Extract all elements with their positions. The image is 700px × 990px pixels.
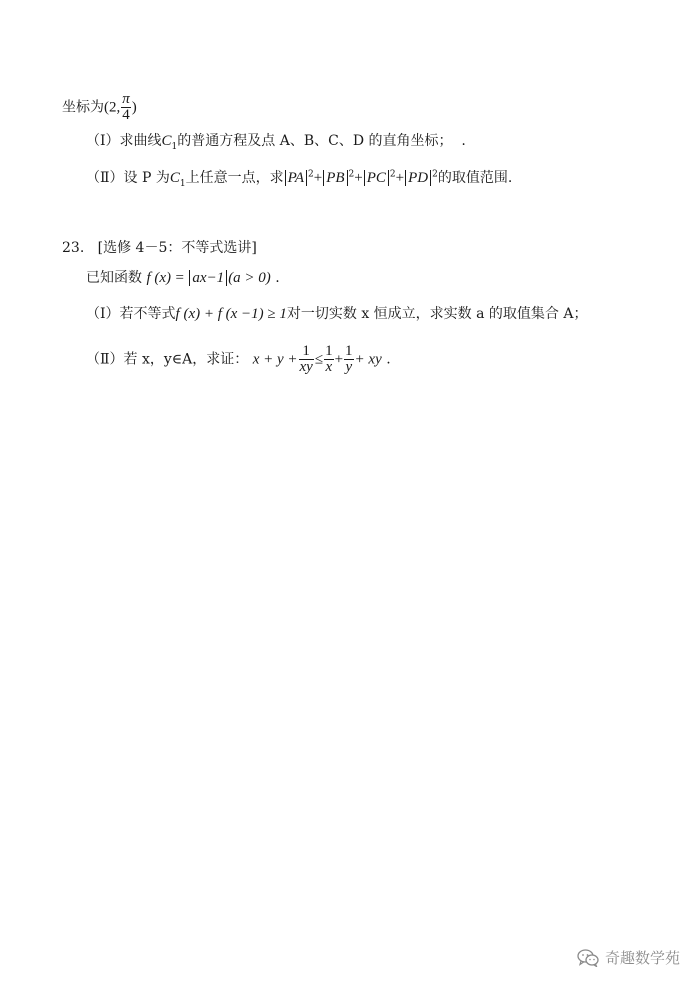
plus-sign: + <box>395 170 405 186</box>
rhs-tail: + xy <box>354 351 382 368</box>
function-name: f (x) <box>146 270 172 286</box>
curve-subscript: 1 <box>171 141 178 152</box>
power: 2 <box>308 169 314 180</box>
watermark-text: 奇趣数学苑 <box>604 949 680 967</box>
fraction-denominator: y <box>345 359 353 375</box>
fraction-1-over-y <box>344 344 354 375</box>
watermark <box>577 947 680 968</box>
abs-pb: PB <box>323 170 347 186</box>
leq-sign: ≤ <box>314 351 324 368</box>
lhs-expression: x + y + <box>252 351 298 368</box>
fraction-denominator: x <box>325 359 333 375</box>
curve-symbol: C <box>169 170 180 186</box>
curve-symbol: C <box>161 133 172 149</box>
abs-pa: PA <box>285 170 307 186</box>
q23-part-2 <box>86 344 391 375</box>
q23-part-1 <box>86 304 588 324</box>
fraction-numerator: π <box>122 91 130 107</box>
q22-part-1-label: （Ⅰ）求曲线 <box>86 133 162 149</box>
q23-part-2-tail: . <box>386 351 391 368</box>
curve-subscript: 1 <box>179 178 186 189</box>
q23-part-1-text: 对一切实数 x 恒成立，求实数 a 的取值集合 A； <box>286 306 588 322</box>
q23-part-2-label: （Ⅱ）若 x，y∈A，求证： <box>86 351 249 368</box>
abs-pd: PD <box>405 170 431 186</box>
q23-part-1-label: （Ⅰ）若不等式 <box>86 306 176 322</box>
abs-ax-minus-1: ax−1 <box>189 270 227 286</box>
fraction-numerator: 1 <box>299 344 314 360</box>
q22-part-2-tail: 的取值范围. <box>437 170 513 186</box>
q22-part-2-label: （Ⅱ）设 P 为 <box>86 170 170 186</box>
abs-pc: PC <box>364 170 389 186</box>
q22-part-2-text: 上任意一点，求 <box>185 170 284 186</box>
fraction-numerator: 1 <box>345 343 353 359</box>
intro-text: 已知函数 <box>86 270 142 286</box>
plus-sign: + <box>313 170 323 186</box>
power: 2 <box>432 169 438 180</box>
fraction-1-over-xy <box>299 344 314 375</box>
power: 2 <box>389 169 396 180</box>
q22-part-2 <box>86 168 512 188</box>
q22-part-1 <box>86 131 466 151</box>
q23-header <box>62 238 257 258</box>
q23-intro <box>86 268 280 288</box>
q22-part-1-text: 的普通方程及点 A、B、C、D 的直角坐标； <box>177 133 453 149</box>
section-title: [选修 4－5：不等式选讲] <box>97 240 257 256</box>
coordinate-open: (2, <box>104 99 121 116</box>
coordinate-prefix: 坐标为 <box>62 99 104 116</box>
inequality-expression: f (x) + f (x −1) ≥ 1 <box>175 306 287 322</box>
question-number: 23. <box>62 240 85 256</box>
fraction-denominator: 4 <box>122 107 130 123</box>
plus-sign: + <box>354 170 363 186</box>
condition: (a > 0) <box>228 270 271 286</box>
wechat-icon <box>577 949 599 967</box>
fraction-numerator: 1 <box>325 343 333 359</box>
plus-sign: + <box>334 351 344 368</box>
intro-tail: . <box>275 270 280 286</box>
q22-part-1-tail: . <box>461 133 466 149</box>
fraction-denominator: xy <box>299 359 313 375</box>
power: 2 <box>348 169 355 180</box>
coordinate-close: ) <box>131 99 137 116</box>
pi-over-4-fraction <box>121 92 131 123</box>
equals-sign: = <box>175 270 184 286</box>
fraction-1-over-x <box>324 344 334 375</box>
coordinate-line <box>62 92 137 123</box>
